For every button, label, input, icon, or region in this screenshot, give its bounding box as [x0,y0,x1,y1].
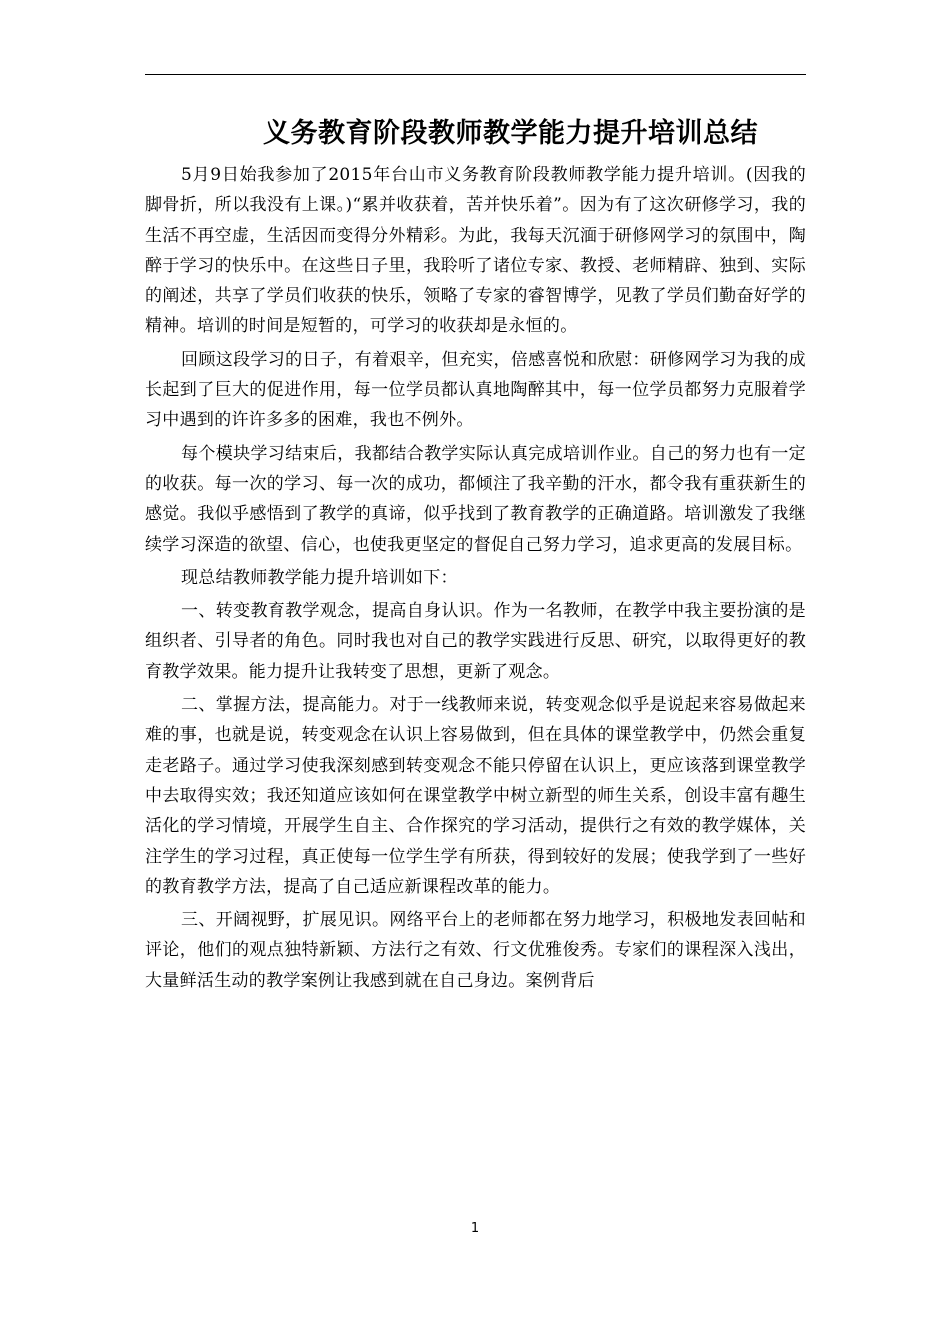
paragraph-6: 二、掌握方法，提高能力。对于一线教师来说，转变观念似乎是说起来容易做起来难的事，也就是说，转变观念在认识上容易做到，但在具体的课堂教学中，仍然会重复走老路子。通过学习使我深刻感到转变观念不能只停留在认识上，更应该落到课堂教学中去取得实效；我还知道应该如何在课堂教学中树立新型的师生关系，创设丰富有趣生活化的学习情境，开展学生自主、合作探究的学习活动，提供行之有效的教学媒体，关注学生的学习过程，真正使每一位学生学有所获，得到较好的发展；使我学到了一些好的教育教学方法，提高了自己适应新课程改革的能力。 [145,695,806,897]
paragraph-2: 回顾这段学习的日子，有着艰辛，但充实，倍感喜悦和欣慰：研修网学习为我的成长起到了巨大的促进作用，每一位学员都认真地陶醉其中，每一位学员都努力克服着学习中遇到的许许多多的困难，我也不例外。 [145,349,806,431]
paragraph-5: 一、转变教育教学观念，提高自身认识。作为一名教师，在教学中我主要扮演的是组织者、引导者的角色。同时我也对自己的教学实践进行反思、研究，以取得更好的教育教学效果。能力提升让我转变了思想，更新了观念。 [145,601,806,682]
paragraph-1: 5月9日始我参加了2015年台山市义务教育阶段教师教学能力提升培训。(因我的脚骨折，所以我没有上课。)“累并收获着，苦并快乐着”。因为有了这次研修学习，我的生活不再空虚，生活因而变得分外精彩。为此，我每天沉湎于研修网学习的氛围中，陶醉于学习的快乐中。在这些日子里，我聆听了诸位专家、教授、老师精辟、独到、实际的阐述，共享了学员们收获的快乐，领略了专家的睿智博学，见教了学员们勤奋好学的精神。培训的时间是短暂的，可学习的收获却是永恒的。 [145,165,806,337]
header-rule [145,74,806,75]
page-number: 1 [470,1221,480,1236]
paragraph-4: 现总结教师教学能力提升培训如下： [181,567,458,588]
paragraph-3: 每个模块学习结束后，我都结合教学实际认真完成培训作业。自己的努力也有一定的收获。每一次的学习、每一次的成功，都倾注了我辛勤的汗水，都令我有重获新生的感觉。我似乎感悟到了教学的真谛，似乎找到了教育教学的正确道路。培训激发了我继续学习深造的欲望、信心，也使我更坚定的督促自己努力学习，追求更高的发展目标。 [145,443,806,555]
paragraph-7: 三、开阔视野，扩展见识。网络平台上的老师都在努力地学习，积极地发表回帖和评论，他们的观点独特新颖、方法行之有效、行文优雅俊秀。专家们的课程深入浅出，大量鲜活生动的教学案例让我感到就在自己身边。案例背后 [145,910,806,991]
document-body [145,160,806,999]
document-title: 义务教育阶段教师教学能力提升培训总结 [263,118,758,149]
